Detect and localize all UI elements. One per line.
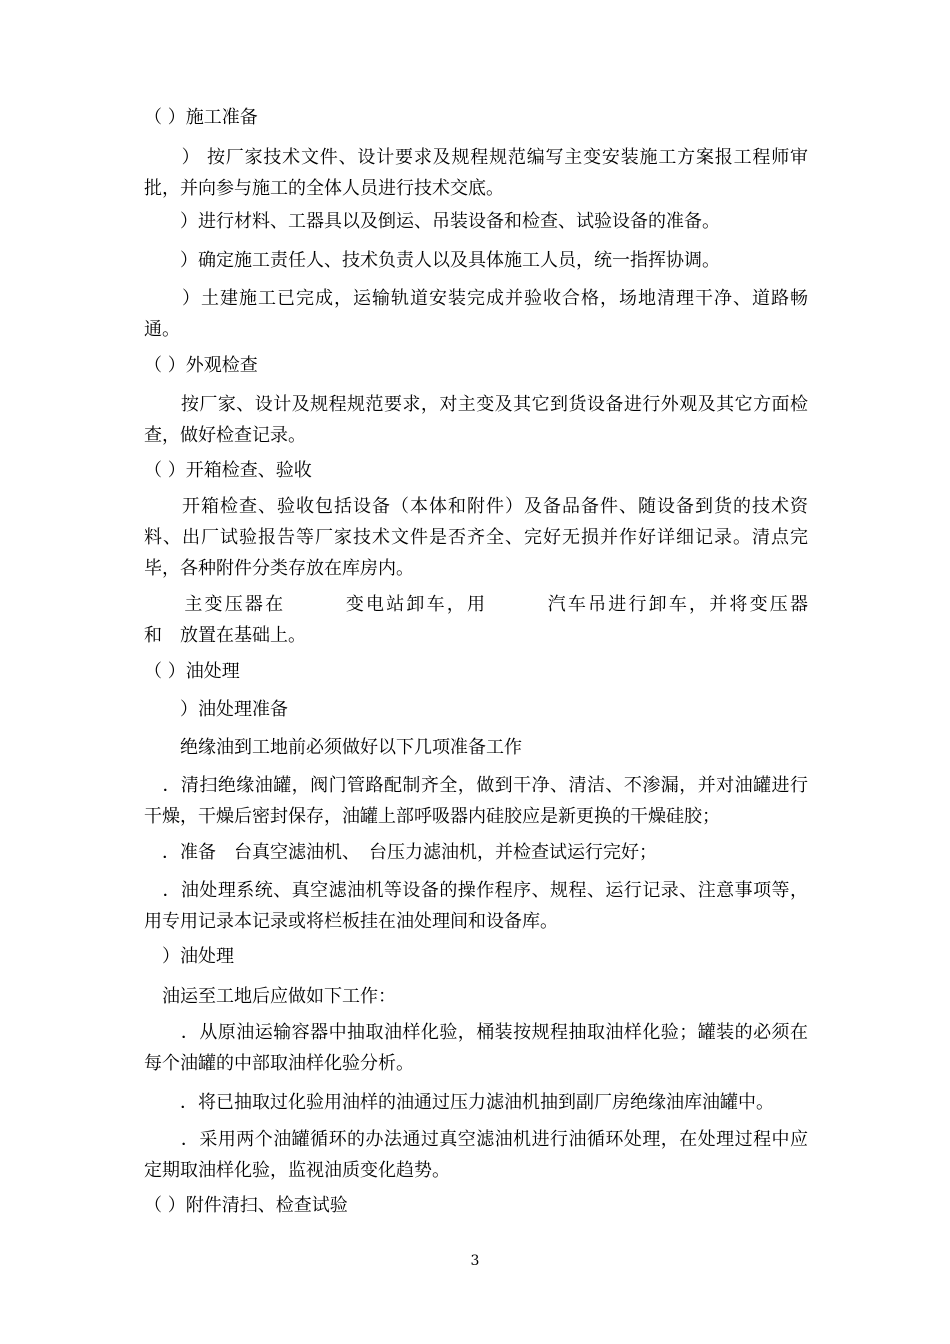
section-heading-oil-treatment: （ ）油处理 bbox=[144, 661, 240, 682]
paragraph: ）土建施工已完成，运输轨道安装完成并验收合格，场地清理干净、道路畅通。 bbox=[144, 288, 808, 340]
section-heading-unpacking-inspection: （ ）开箱检查、验收 bbox=[144, 460, 312, 481]
paragraph: ）进行材料、工器具以及倒运、吊装设备和检查、试验设备的准备。 bbox=[144, 211, 720, 232]
list-item: ．清扫绝缘油罐，阀门管路配制齐全，做到干净、清洁、不渗漏，并对油罐进行干燥，干燥后密封保存，油罐上部呼吸器内硅胶应是新更换的干燥硅胶； bbox=[144, 775, 808, 827]
list-item: ．从原油运输容器中抽取油样化验，桶装按规程抽取油样化验；罐装的必须在每个油罐的中部取油样化验分析。 bbox=[144, 1022, 808, 1074]
paragraph: 主变压器在 变电站卸车，用 汽车吊进行卸车，并将变压器 和 放置在基础上。 bbox=[144, 594, 862, 646]
list-item: ．采用两个油罐循环的办法通过真空滤油机进行油循环处理，在处理过程中应定期取油样化验，监视油质变化趋势。 bbox=[144, 1129, 808, 1181]
section-heading-appearance-check: （ ）外观检查 bbox=[144, 355, 258, 376]
list-item: ．将已抽取过化验用油样的油通过压力滤油机抽到副厂房绝缘油库油罐中。 bbox=[144, 1092, 774, 1113]
section-heading-construction-prep: （ ）施工准备 bbox=[144, 107, 258, 128]
section-heading-accessories: （ ）附件清扫、检查试验 bbox=[144, 1195, 348, 1216]
page-number: 3 bbox=[470, 1253, 480, 1269]
subheading-oil-treatment: ）油处理 bbox=[144, 946, 234, 967]
paragraph: 油运至工地后应做如下工作： bbox=[144, 986, 396, 1007]
list-item: ．准备 台真空滤油机、 台压力滤油机，并检查试运行完好； bbox=[144, 842, 657, 863]
subheading-oil-prep: ）油处理准备 bbox=[144, 699, 288, 720]
list-item: ．油处理系统、真空滤油机等设备的操作程序、规程、运行记录、注意事项等，用专用记录本记录或将栏板挂在油处理间和设备库。 bbox=[144, 880, 808, 932]
paragraph: ）确定施工责任人、技术负责人以及具体施工人员，统一指挥协调。 bbox=[144, 250, 720, 271]
paragraph: 按厂家、设计及规程规范要求，对主变及其它到货设备进行外观及其它方面检查，做好检查记录。 bbox=[144, 394, 808, 446]
paragraph: 绝缘油到工地前必须做好以下几项准备工作 bbox=[144, 737, 522, 758]
paragraph: 开箱检查、验收包括设备（本体和附件）及备品备件、随设备到货的技术资料、出厂试验报告等厂家技术文件是否齐全、完好无损并作好详细记录。清点完毕，各种附件分类存放在库房内。 bbox=[144, 496, 808, 579]
paragraph: ） 按厂家技术文件、设计要求及规程规范编写主变安装施工方案报工程师审批，并向参与施工的全体人员进行技术交底。 bbox=[144, 147, 808, 199]
